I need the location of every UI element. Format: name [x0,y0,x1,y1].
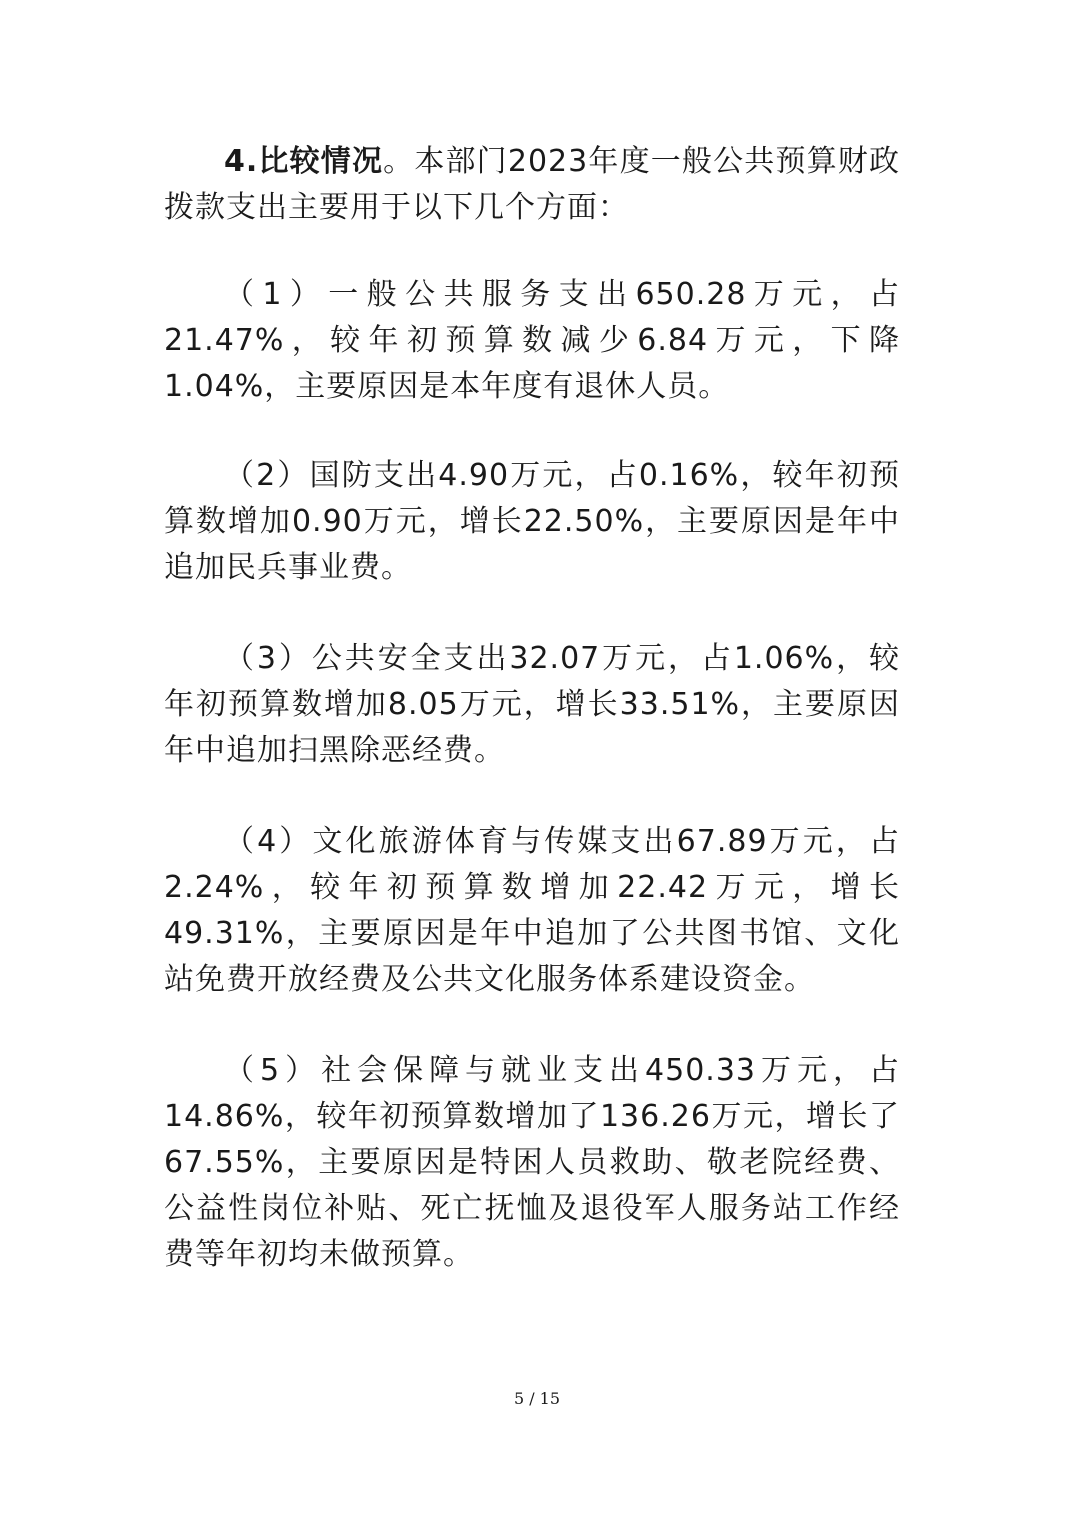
item-paragraph-4: （4）文化旅游体育与传媒支出67.89万元，占2.24%，较年初预算数增加22.42万元，增长49.31%，主要原因是年中追加了公共图书馆、文化站免费开放经费及公共文化服务体系建设资金。 [164,824,900,997]
item-paragraph-5: （5）社会保障与就业支出450.33万元，占 14.86%，较年初预算数增加了136.26万元，增长了67.55%，主要原因是特困人员救助、敬老院经费、公益性岗位补贴、死亡抚恤及退役军人服务站工作经费等年初均未做预算。 [164,1053,900,1272]
item-paragraph-3: （3）公共安全支出32.07万元，占1.06%，较年初预算数增加8.05万元，增长33.51%，主要原因年中追加扫黑除恶经费。 [164,641,900,768]
item-paragraph-2: （2）国防支出4.90万元，占0.16%，较年初预算数增加0.90万元，增长22.50%，主要原因是年中追加民兵事业费。 [164,458,900,585]
section-heading: 4.比较情况 [224,144,384,179]
intro-text: 。本部门2023年度一般公共预算财政拨款支出主要用于以下几个方面： [164,144,900,225]
page-number: 5 / 15 [513,1389,561,1408]
item-paragraph-1: （1）一般公共服务支出650.28万元，占 21.47%，较年初预算数减少6.84万元，下降1.04%，主要原因是本年度有退休人员。 [164,277,900,404]
intro-paragraph [164,139,900,231]
